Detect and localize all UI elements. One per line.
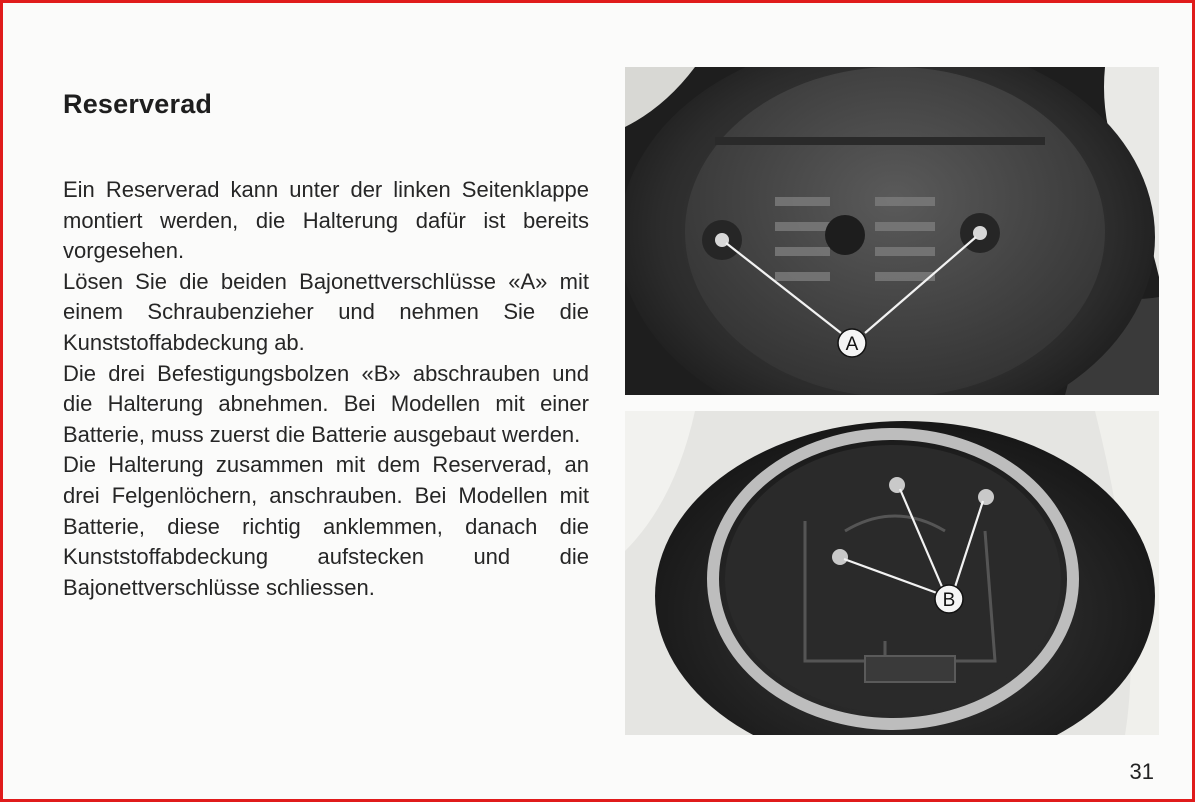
paragraph-step-3: Die Halterung zusammen mit dem Reserverad, an drei Felgenlöchern, anschrauben. Bei Modellen mit Batterie, diese richtig anklemmen, danach die Kunststoffabdeckung aufstecken und die Bajonettverschlüsse schliessen. [63, 452, 589, 600]
label-b: B [942, 590, 956, 611]
paragraph-intro: Ein Reserverad kann unter der linken Seitenklappe montiert werden, die Halterung dafür ist bereits vorgesehen. [63, 177, 589, 264]
page-title: Reserverad [63, 89, 213, 119]
paragraph-step-2: Die drei Befestigungsbolzen «B» abschrauben und die Halterung abnehmen. Bei Modellen mit einer Batterie, muss zuerst die Batterie ausgebaut werden. [63, 360, 589, 447]
cover-photo-illustration [625, 67, 1159, 395]
page-number: 31 [1129, 759, 1154, 784]
photo-cover-bayonet-fasteners [625, 67, 1159, 395]
holder-photo-illustration [625, 411, 1159, 735]
paragraph-step-1: Lösen Sie die beiden Bajonettverschlüsse «A» mit einem Schraubenzieher und nehmen Sie die Kunststoffabdeckung ab. [63, 268, 589, 355]
label-a: A [845, 334, 859, 355]
instruction-text [63, 175, 589, 603]
photo-holder-mounting-bolts [625, 411, 1159, 735]
